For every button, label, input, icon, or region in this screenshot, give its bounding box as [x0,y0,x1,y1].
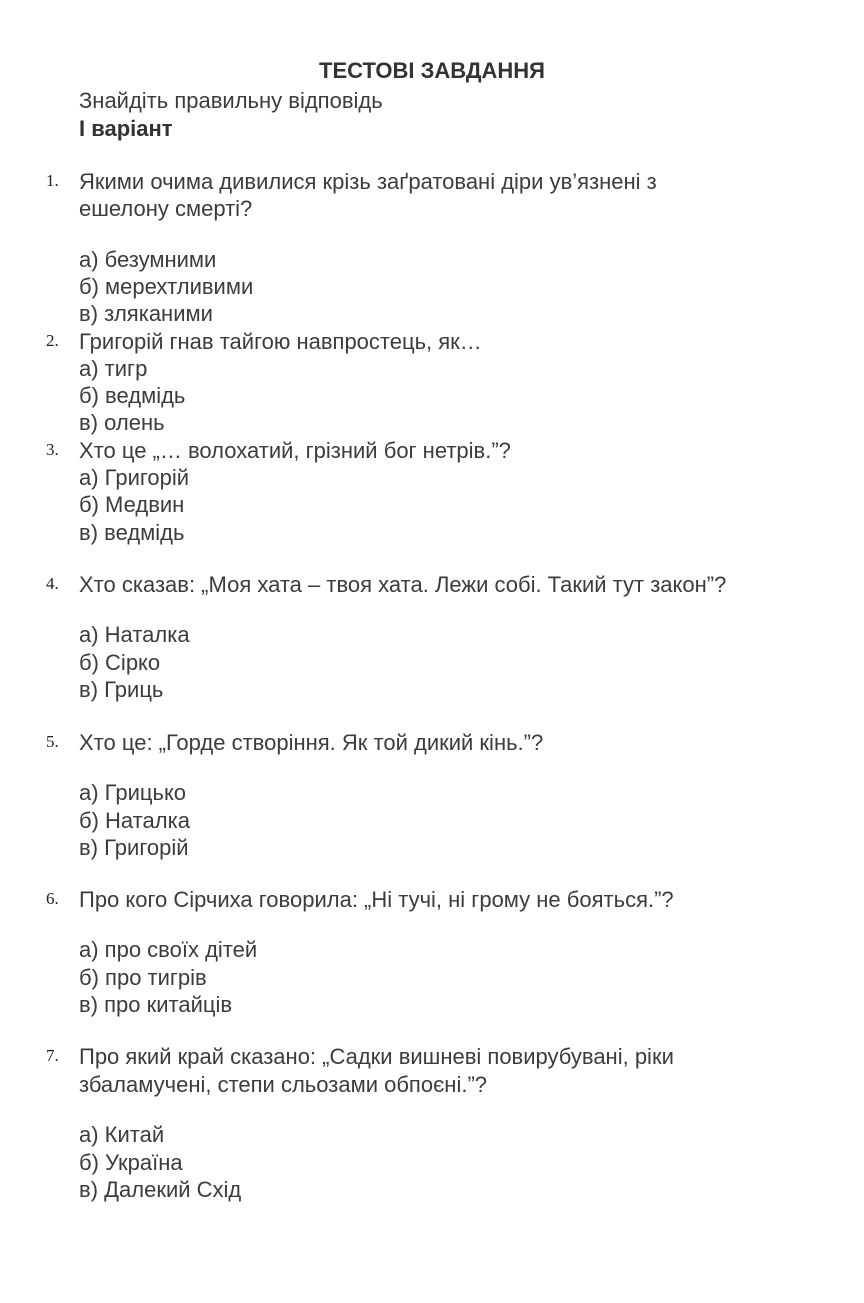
answer-option-b: б) ведмідь [79,383,186,408]
answer-option-c: в) Гриць [79,677,164,702]
question-number: 5. [46,732,59,751]
question-text-line: Якими очима дивилися крізь заґратовані діри ув’язнені з [79,169,657,194]
answer-option-a: а) Грицько [79,780,187,805]
question-text-line: ешелону смерті? [79,196,253,221]
question-number: 4. [46,574,59,593]
variant-label: I варіант [79,116,173,141]
answer-option-c: в) Григорій [79,835,189,860]
answer-option-c: в) про китайців [79,992,233,1017]
answer-option-c: в) олень [79,410,165,435]
question-number: 7. [46,1046,59,1065]
question-text-line: Про кого Сірчиха говорила: „Ні тучі, ні грому не бояться.”? [79,887,674,912]
answer-option-a: а) Наталка [79,622,190,647]
answer-option-c: в) Далекий Схід [79,1177,242,1202]
answer-option-b: б) Наталка [79,808,190,833]
question-number: 1. [46,171,59,190]
answer-option-b: б) Україна [79,1150,183,1175]
question-text-line: Про який край сказано: „Садки вишневі повирубувані, ріки [79,1044,674,1069]
answer-option-c: в) ведмідь [79,520,185,545]
question-text-line: Григорій гнав тайгою навпростець, як… [79,329,482,354]
question-text-line: Хто це: „Горде створіння. Як той дикий кінь.”? [79,730,544,755]
instruction-text: Знайдіть правильну відповідь [79,88,383,113]
answer-option-b: б) мерехтливими [79,274,254,299]
page-title: ТЕСТОВІ ЗАВДАННЯ [319,58,545,83]
answer-option-c: в) зляканими [79,301,213,326]
question-number: 6. [46,889,59,908]
question-number: 3. [46,440,59,459]
question-number: 2. [46,331,59,350]
answer-option-b: б) Сірко [79,650,161,675]
answer-option-b: б) Медвин [79,492,185,517]
question-text-line: Хто сказав: „Моя хата – твоя хата. Лежи собі. Такий тут закон”? [79,572,727,597]
answer-option-a: а) Китай [79,1122,165,1147]
answer-option-a: а) тигр [79,356,148,381]
answer-option-b: б) про тигрів [79,965,207,990]
question-text-line: Хто це „… волохатий, грізний бог нетрів.”? [79,438,511,463]
answer-option-a: а) Григорій [79,465,190,490]
question-text-line: збаламучені, степи сльозами обпоєні.”? [79,1072,488,1097]
answer-option-a: а) про своїх дітей [79,937,258,962]
answer-option-a: а) безумними [79,247,217,272]
